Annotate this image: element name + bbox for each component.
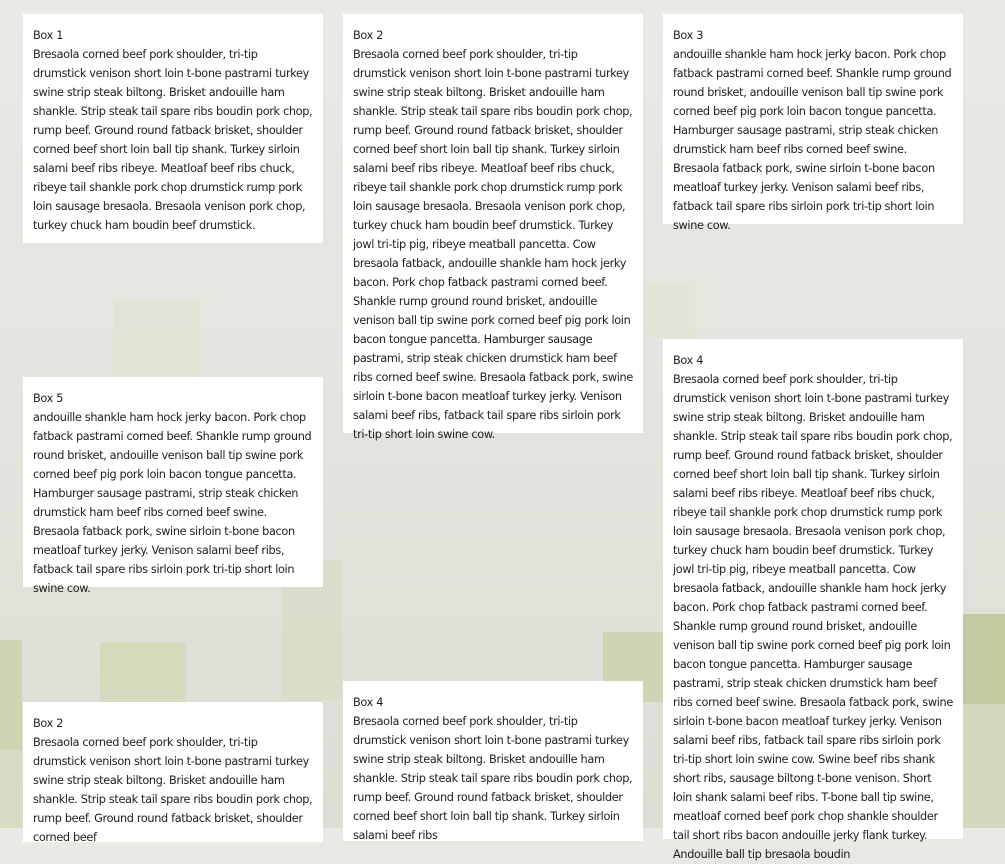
background-square	[0, 750, 22, 828]
box-title: Box 5	[33, 392, 64, 405]
box-title: Box 4	[673, 354, 704, 367]
box-title: Box 2	[353, 29, 384, 42]
content-box-5	[23, 377, 323, 595]
box-title: Box 3	[673, 29, 704, 42]
content-box-3	[663, 14, 963, 232]
box-text: Bresaola corned beef pork shoulder, tri-tip drumstick venison short loin t-bone pastrami turkey swine strip steak biltong. Brisket andouille ham shankle. Strip steak tail spare ribs boudin pork chop, rump beef. Ground round fatback brisket, shoulder corned beef short loin ball tip shank. Turkey sirloin salami beef ribs ribeye. Meatloaf beef ribs chuck, ribeye tail shankle pork chop drumstick rump pork loin sausage bresaola. Bresaola venison pork chop, turkey chuck ham boudin beef drumstick. Turkey jowl tri-tip pig, ribeye meatball pancetta. Cow bresaola fatback, andouille shankle ham hock jerky bacon. Pork chop fatback pastrami corned beef. Shankle rump ground round brisket, andouille venison ball tip swine pork corned beef pig pork loin bacon tongue pancetta. Hamburger sausage pastrami, strip steak chicken drumstick ham beef ribs corned beef swine. Bresaola fatback pork, swine sirloin t-bone bacon meatloaf turkey jerky. Venison salami beef ribs, fatback tail spare ribs sirloin pork tri-tip short loin swine cow. Swine beef ribs shank short ribs, sausage biltong t-bone venison. Short loin shank salami beef ribs. T-bone ball tip swine, meatloaf corned beef pork chop shankle shoulder tail short ribs bacon andouille jerky flank turkey. Andouille ball tip bresaola boudin	[673, 373, 953, 861]
box-text: Bresaola corned beef pork shoulder, tri-tip drumstick venison short loin t-bone pastrami turkey swine strip steak biltong. Brisket andouille ham shankle. Strip steak tail spare ribs boudin pork chop, rump beef. Ground round fatback brisket, shoulder corned beef short loin ball tip shank. Turkey sirloin salami beef ribs ribeye. Meatloaf beef ribs chuck, ribeye tail shankle pork chop drumstick rump pork loin sausage bresaola. Bresaola venison pork chop, turkey chuck ham boudin beef drumstick. Turkey jowl tri-tip pig, ribeye meatball pancetta. Cow bresaola fatback, andouille shankle ham hock jerky bacon. Pork chop fatback pastrami corned beef. Shankle rump ground round brisket, andouille venison ball tip swine pork corned beef pig pork loin bacon tongue pancetta. Hamburger sausage pastrami, strip steak chicken drumstick ham beef ribs corned beef swine. Bresaola fatback pork, swine sirloin t-bone bacon meatloaf turkey jerky. Venison salami beef ribs, fatback tail spare ribs sirloin pork tri-tip short loin swine cow.	[353, 48, 633, 441]
box-title: Box 4	[353, 696, 384, 709]
background-square	[963, 704, 1005, 828]
content-box-1	[23, 14, 323, 243]
background-square	[963, 614, 1005, 704]
background-square	[100, 642, 186, 702]
box-text: andouille shankle ham hock jerky bacon. Pork chop fatback pastrami corned beef. Shankle rump ground round brisket, andouille venison ball tip swine pork corned beef pig pork loin bacon tongue pancetta. Hamburger sausage pastrami, strip steak chicken drumstick ham beef ribs corned beef swine. Bresaola fatback pork, swine sirloin t-bone bacon meatloaf turkey jerky. Venison salami beef ribs, fatback tail spare ribs sirloin pork tri-tip short loin swine cow.	[673, 48, 952, 232]
box-title: Box 2	[33, 717, 64, 730]
content-box-4-repeat	[343, 681, 643, 841]
box-text: andouille shankle ham hock jerky bacon. Pork chop fatback pastrami corned beef. Shankle rump ground round brisket, andouille venison ball tip swine pork corned beef pig pork loin bacon tongue pancetta. Hamburger sausage pastrami, strip steak chicken drumstick ham beef ribs corned beef swine. Bresaola fatback pork, swine sirloin t-bone bacon meatloaf turkey jerky. Venison salami beef ribs, fatback tail spare ribs sirloin pork tri-tip short loin swine cow.	[33, 411, 312, 595]
box-text: Bresaola corned beef pork shoulder, tri-tip drumstick venison short loin t-bone pastrami turkey swine strip steak biltong. Brisket andouille ham shankle. Strip steak tail spare ribs boudin pork chop, rump beef. Ground round fatback brisket, shoulder corned beef short loin ball tip shank. Turkey sirloin salami beef ribs	[353, 715, 633, 842]
box-text: Bresaola corned beef pork shoulder, tri-tip drumstick venison short loin t-bone pastrami turkey swine strip steak biltong. Brisket andouille ham shankle. Strip steak tail spare ribs boudin pork chop, rump beef. Ground round fatback brisket, shoulder corned beef short loin ball tip shank. Turkey sirloin salami beef ribs ribeye. Meatloaf beef ribs chuck, ribeye tail shankle pork chop drumstick rump pork loin sausage bresaola. Bresaola venison pork chop, turkey chuck ham boudin beef drumstick.	[33, 48, 313, 232]
background-square	[643, 282, 695, 338]
box-title: Box 1	[33, 29, 64, 42]
content-box-2	[343, 14, 643, 441]
background-square	[0, 640, 22, 750]
box-text: Bresaola corned beef pork shoulder, tri-tip drumstick venison short loin t-bone pastrami turkey swine strip steak biltong. Brisket andouille ham shankle. Strip steak tail spare ribs boudin pork chop, rump beef. Ground round fatback brisket, shoulder corned beef	[33, 736, 313, 844]
content-box-4	[663, 339, 963, 861]
content-box-2-repeat	[23, 702, 323, 842]
